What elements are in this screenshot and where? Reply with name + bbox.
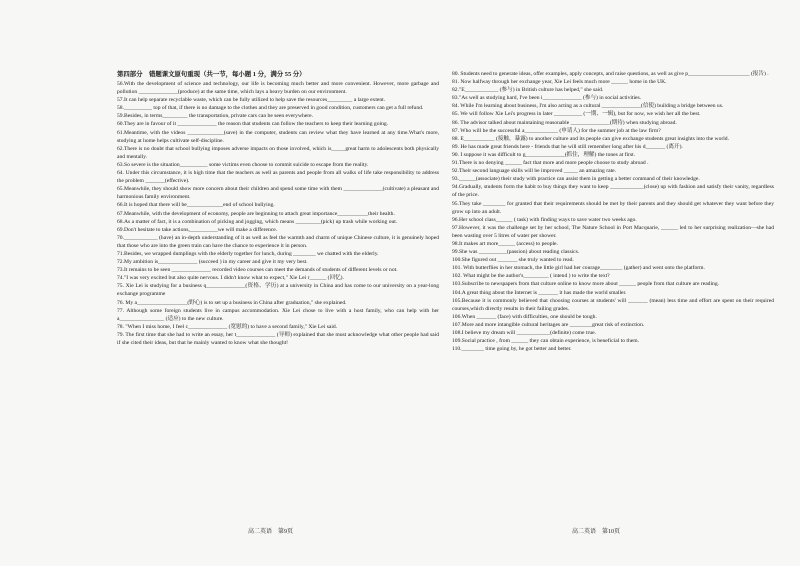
question-item: 110.________ time going by, he got better and better. <box>452 346 572 353</box>
question-item: 59.Besides, in terms_________ the transportation, private cars can be seen everywhere. <box>117 113 314 120</box>
question-item: 94.Gradually, students form the habit to buy things they want to keep ____________(close) up with fashion and satisfy their vanity, regardless of the price. <box>452 184 774 199</box>
question-item: 97.However, it was the challenge set by her school, The Nature School in Port Macquarie, ______ led to her surprising realization—she had been wasting over 5 litres of water per shower. <box>452 224 774 239</box>
question-item: 73.It remains to be seen ______________ recorded video courses can meet the demands of students of different levels or not. <box>117 267 398 274</box>
page-footer-left: 高二英语 第9页 <box>248 529 294 535</box>
section-title: 第四部分 错题课文原句重现（共一节，每小题 1 分，满分 55 分） <box>117 71 306 78</box>
question-item: 100.She figured out _______ she truly wanted to read. <box>452 257 574 264</box>
question-item: 105.Because it is commonly believed that choosing courses at students' will _______ (mean) less time and effort are spent on their required courses,which directly results in their failing grades. <box>452 297 774 312</box>
question-item: 106.When _______ (face) with difficulties, one should be tough. <box>452 313 597 320</box>
question-item: 87. Who will be the successful a____________ (申请人) for the summer job at the law firm? <box>452 127 661 134</box>
question-item: 83."As well as studying hard, I've been i______________ (参与) in social activities. <box>452 95 642 102</box>
question-item: 58.__________ top of that, if there is no damage to the clothes and they are preserved in good condition, customers can get a full refund. <box>117 105 424 112</box>
question-item: 99.She was __________(passion) about reading classics. <box>452 249 580 256</box>
question-item: 67.Meanwhile, with the development of economy, people are beginning to attach great importance___________their health. <box>117 210 395 217</box>
question-item: 60.They are in favour of it ______________ the reason that students can follow the teachers to keep their learning going. <box>117 121 389 128</box>
question-item: 72.My ambition is______________ (succeed ) in my career and give it my very best. <box>117 259 308 266</box>
question-item: 79. The first time that she had to write an essay, her t______________ (导师) explained that she must acknowledge what other people had said if she cited their ideas, but that he mainly wanted to know what she thought! <box>117 331 439 346</box>
question-item: 81. Now halfway through her exchange year, Xie Lei feels much more ______ home in the UK. <box>452 79 667 86</box>
question-item: 77. Although some foreign students live in campus accommodation. Xie Lei chose to live with a host family, who can help with her a________________ (适应) to the new culture. <box>117 307 439 322</box>
question-item: 71.Besides, we wrapped dumplings with the elderly together for lunch, during ________ we chatted with the elderly. <box>117 250 379 257</box>
question-item: 109.Social practice , from ______ they can obtain experience, is beneficial to them. <box>452 338 640 345</box>
question-item: 69.Don't hesitate to take actions,__________we will make a difference. <box>117 226 278 233</box>
question-item: 76. My a__________________(野心) is to set up a business in China after graduation," she explained. <box>117 299 347 306</box>
question-item: 84. While I'm learning about business, I'm also acting as a cultural ______________(信使) building a bridge between us. <box>452 103 724 110</box>
question-item: 102. What might be the author's_________ ( intend ) to write the text? <box>452 273 610 280</box>
question-item: 103.Subscribe to newspapers from that culture online to know more about ______ people from that culture are reading. <box>452 281 720 288</box>
page-footer-right: 高二英语 第10页 <box>572 529 621 535</box>
question-item: 78. "When I miss home, I feel c______________ (宽慰的) to have a second family," Xie Lei said. <box>117 323 338 330</box>
question-item: 85. We will follow Xie Lei's progress in later __________ (一期、一辑), but for now, we wish her all the best. <box>452 111 701 118</box>
question-item: 90. I suppose it was difficult to g______________(抓住，理解) the tones at first. <box>452 151 636 158</box>
left-column <box>117 80 439 347</box>
question-item: 75. Xie Lei is studying for a business q______________(资格、学历) at a university in China and has come to our university on a year-long exchange programme <box>117 283 439 298</box>
question-item: 63.So severe is the situation__________ some victims even choose to commit suicide to escape from the reality. <box>117 161 369 168</box>
question-item: 108.I believe my dream will ____________(definite) come true. <box>452 330 596 336</box>
question-item: 64. Under this circumstance, it is high time that the teachers as well as parents and people from all walks of life take responsibility to address the problem _______(effective). <box>117 170 439 185</box>
question-item: 74."I was very excited but also quite nervous. I didn't know what to expect," Xie Lei r______ (回忆). <box>117 275 344 282</box>
question-item: 107.More and more intangible cultural heritages are ________great risk of extinction. <box>452 321 645 328</box>
question-item: 82."E____________ (参与) in British culture has helped," she said. <box>452 87 604 94</box>
question-item: 96.Her school class______ ( task) with finding ways to save water two weeks ago. <box>452 216 637 223</box>
question-item: 93.______(associate) their study with practice can assist them in getting a better command of their knowledge. <box>452 176 700 183</box>
question-item: 68.As a matter of fact, it is a combination of picking and jogging, which means _________(pick) up trash while working out. <box>117 218 398 225</box>
question-item: 89. He has made great friends here - friends that he will still remember long after his d_______ (离开). <box>452 143 683 150</box>
question-item: 62.There is no doubt that school bullying imposes adverse impacts on those involved, which is_____great harm to adolescents both physically and mentally. <box>117 145 439 160</box>
question-item: 104.A great thing about the Internet is _______ it has made the world smaller. <box>452 289 627 296</box>
question-item: 61.Meantime, with the videos _____________(save) in the computer, students can review what they have learned at any time.What's more, studying at home helps cultivate self-discipline. <box>117 129 439 144</box>
question-item: 80. Students need to generate ideas, offer examples, apply concepts, and raise questions, as well as give p______________________ (报告) . <box>452 71 769 77</box>
question-item: 91.There is no denying ______ fact that more and more people choose to study abroad . <box>452 160 649 167</box>
question-item: 56.With the development of science and technology, our life is becoming much better and more convenient. However, more garbage and pollution ______________(produce) at the same time, which lays a heavy burden on our environment. <box>117 81 439 96</box>
question-item: 98.It makes art more______ (access) to people. <box>452 240 558 247</box>
question-item: 88. E___________ (接触，暴露) to another culture and its people can give exchange students great insights into the world. <box>452 135 729 142</box>
right-column <box>452 70 774 353</box>
question-item: 57.It can help separate recyclable waste, which can be fully utilized to help save the resources_________ a large extent. <box>117 97 386 104</box>
question-item: 86. The advisor talked about maintaining reasonable ______________(期待) when studying abroad. <box>452 119 677 126</box>
question-item: 65.Meanwhile, they should show more concern about their children and spend some time with them ______________(cultivate) a pleasant and harmonious family environment. <box>117 186 439 201</box>
question-item: 70.____________ (have) an in-depth understanding of it as well as feel the warmth and charm of unique Chinese culture, it is genuinely hoped that those who are into the green train can have the chance to experience it in person. <box>117 234 439 249</box>
question-item: 95.They take ________ for granted that their requirements should be met by their parents and they should get whatever they want before they grow up into an adult. <box>452 200 774 215</box>
question-item: 101. With butterflies in her stomach, the little girl had her courage________ (gather) and went onto the platform. <box>452 265 705 272</box>
question-item: 92.Their second language skills will be improved _____ an amazing rate. <box>452 168 617 175</box>
question-item: 66.It is hoped that there will be_____________end of school bullying. <box>117 202 275 209</box>
